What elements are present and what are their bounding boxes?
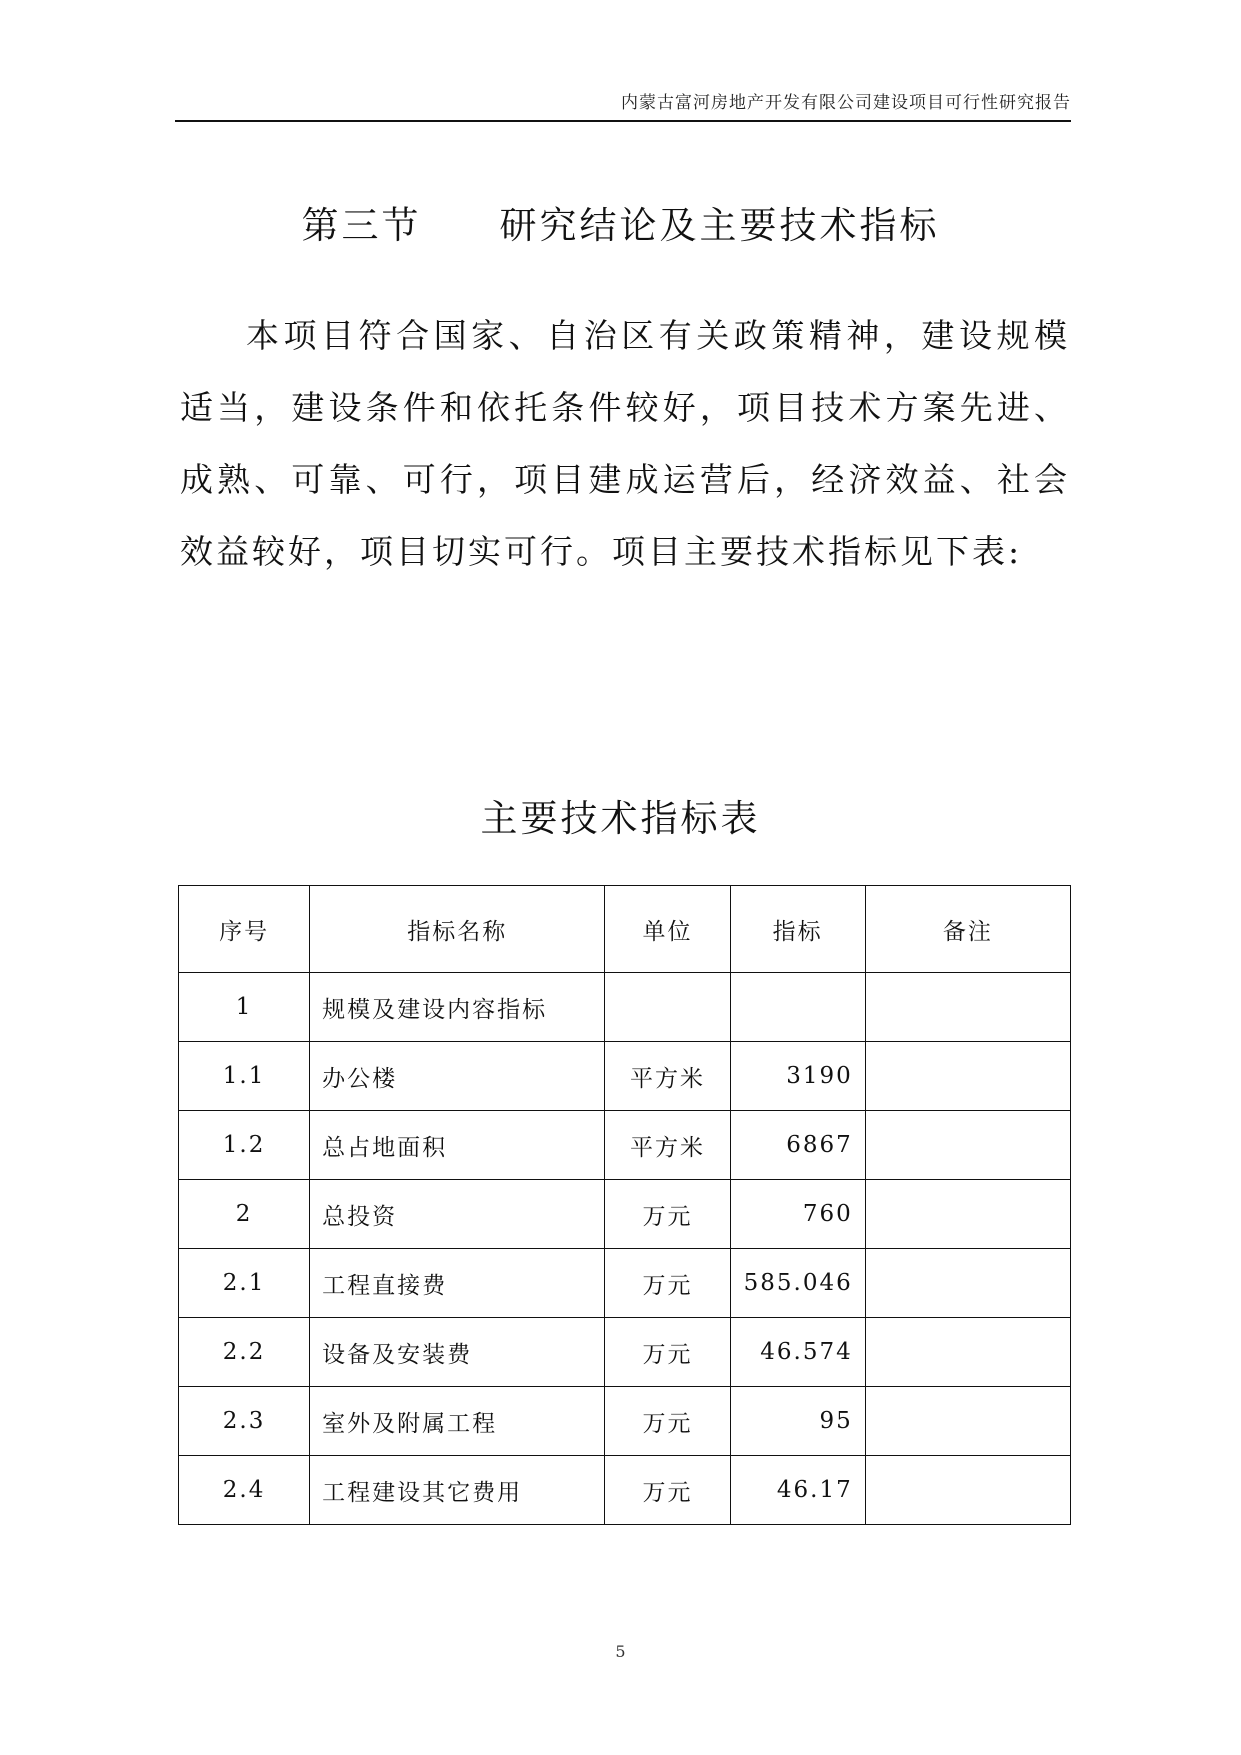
section-number: 第三节 <box>301 204 422 247</box>
table-row <box>179 1180 1071 1249</box>
table-row <box>179 1456 1071 1525</box>
row-no: 1 <box>179 973 310 1042</box>
table-row <box>179 1249 1071 1318</box>
section-title: 研究结论及主要技术指标 <box>499 204 940 247</box>
indicator-table <box>178 885 1071 1525</box>
row-name: 工程建设其它费用 <box>310 1456 605 1525</box>
table-row <box>179 1387 1071 1456</box>
body-paragraph: 本项目符合国家、自治区有关政策精神，建设规模适当，建设条件和依托条件较好，项目技术方案先进、成熟、可靠、可行，项目建成运营后，经济效益、社会效益较好，项目切实可行。项目主要技术指标见下表: <box>180 316 1070 571</box>
row-name: 工程直接费 <box>310 1249 605 1318</box>
header-unit: 单位 <box>605 886 730 973</box>
section-heading <box>0 195 1241 249</box>
row-note <box>865 1111 1070 1180</box>
row-value: 585.046 <box>730 1249 865 1318</box>
row-unit: 万元 <box>605 1456 730 1525</box>
row-value: 95 <box>730 1387 865 1456</box>
row-note <box>865 1180 1070 1249</box>
row-no: 2.2 <box>179 1318 310 1387</box>
table-row <box>179 1318 1071 1387</box>
table-title: 主要技术指标表 <box>480 797 761 840</box>
row-note <box>865 1387 1070 1456</box>
row-value: 760 <box>730 1180 865 1249</box>
running-header: 内蒙古富河房地产开发有限公司建设项目可行性研究报告 <box>621 93 1071 113</box>
row-unit: 万元 <box>605 1387 730 1456</box>
row-note <box>865 1042 1070 1111</box>
row-unit: 万元 <box>605 1180 730 1249</box>
table-header-row <box>179 886 1071 973</box>
row-value: 46.574 <box>730 1318 865 1387</box>
row-unit: 平方米 <box>605 1111 730 1180</box>
row-name: 室外及附属工程 <box>310 1387 605 1456</box>
header-no: 序号 <box>179 886 310 973</box>
row-name: 办公楼 <box>310 1042 605 1111</box>
row-note <box>865 1318 1070 1387</box>
row-name: 规模及建设内容指标 <box>310 973 605 1042</box>
row-no: 2.3 <box>179 1387 310 1456</box>
table-row <box>179 1042 1071 1111</box>
row-no: 2.1 <box>179 1249 310 1318</box>
row-unit: 万元 <box>605 1318 730 1387</box>
row-value: 3190 <box>730 1042 865 1111</box>
row-unit <box>605 973 730 1042</box>
row-name: 设备及安装费 <box>310 1318 605 1387</box>
header-rule <box>175 120 1071 122</box>
row-unit: 平方米 <box>605 1042 730 1111</box>
row-no: 1.1 <box>179 1042 310 1111</box>
row-no: 2.4 <box>179 1456 310 1525</box>
row-value: 6867 <box>730 1111 865 1180</box>
page-number: 5 <box>615 1642 626 1661</box>
row-value: 46.17 <box>730 1456 865 1525</box>
table-row <box>179 1111 1071 1180</box>
row-value <box>730 973 865 1042</box>
row-name: 总占地面积 <box>310 1111 605 1180</box>
row-note <box>865 1249 1070 1318</box>
table-row <box>179 973 1071 1042</box>
row-note <box>865 1456 1070 1525</box>
row-no: 2 <box>179 1180 310 1249</box>
row-note <box>865 973 1070 1042</box>
header-value: 指标 <box>730 886 865 973</box>
row-no: 1.2 <box>179 1111 310 1180</box>
row-unit: 万元 <box>605 1249 730 1318</box>
header-name: 指标名称 <box>310 886 605 973</box>
header-note: 备注 <box>865 886 1070 973</box>
row-name: 总投资 <box>310 1180 605 1249</box>
